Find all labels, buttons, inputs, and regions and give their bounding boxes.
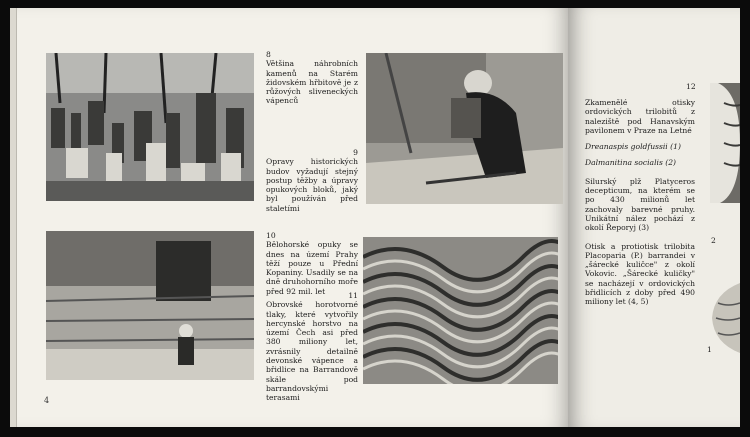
- trilobite-photo: [710, 83, 740, 203]
- caption-9-number: 9: [353, 148, 358, 157]
- caption-8: [266, 50, 358, 106]
- page-number-left: 4: [44, 396, 50, 405]
- caption-right-main-text: Zkamenělé otisky ordovických trilobitů z naleziště pod Hanavským pavilonem v Praze na Letné: [585, 98, 695, 135]
- stonemason-photo: [366, 53, 563, 204]
- caption-10-number: 10: [266, 231, 276, 240]
- fossil-fragment-photo: [706, 283, 740, 353]
- caption-otisk: Otisk a protiotisk trilobita Placoparia (P.) barrandei v „šárecké kuličce" z okolí Vokovic. „Šárecké kuličky" se nacházejí v ordovických břidlicích z doby před 490 miliony let (4, 5): [585, 241, 695, 307]
- marker-2: 2: [711, 236, 716, 245]
- quarry-photo: [46, 231, 254, 380]
- caption-11-text: Obrovské horotvorné tlaky, které vytvořily hercynské horstvo na území Čech asi před 380 miliony let, zvrásnily detailně devonské vápence a břidlice na Barrandově skále pod barrandovskými terasami: [266, 300, 358, 403]
- caption-11: [266, 291, 358, 403]
- species-1: Dreanaspis goldfussii (1): [585, 142, 681, 152]
- caption-right-main: [585, 98, 695, 307]
- cemetery-photo: [46, 53, 254, 201]
- caption-8-number: 8: [266, 50, 271, 59]
- caption-9-text: Opravy historických budov vyžadují stejný postup těžby a úpravy opukových bloků, jaký byl používán před staletími: [266, 157, 358, 213]
- species-2: Dalmanitina socialis (2): [585, 158, 677, 168]
- caption-9: [266, 148, 358, 213]
- marker-1: 1: [707, 345, 712, 354]
- caption-silur: Silurský plž Platyceros decepticum, na kterém se po 430 milionů let zachovaly barevné pruhy. Unikátní nález pochází z okolí Řeporyj (3): [585, 176, 695, 233]
- page-edge: [10, 8, 17, 427]
- caption-10-text: Bělohorské opuky se dnes na území Prahy těží pouze u Přední Kopaniny. Usadily se na dně druhohorního moře před 92 mil. let: [266, 240, 358, 296]
- right-number-12: 12: [686, 82, 696, 91]
- caption-11-number: 11: [348, 291, 358, 300]
- caption-10: [266, 231, 358, 296]
- caption-8-text: Většina náhrobních kamenů na Starém židovském hřbitově je z růžových sliveneckých vápenců: [266, 59, 358, 106]
- folded-rock-photo: [363, 237, 558, 384]
